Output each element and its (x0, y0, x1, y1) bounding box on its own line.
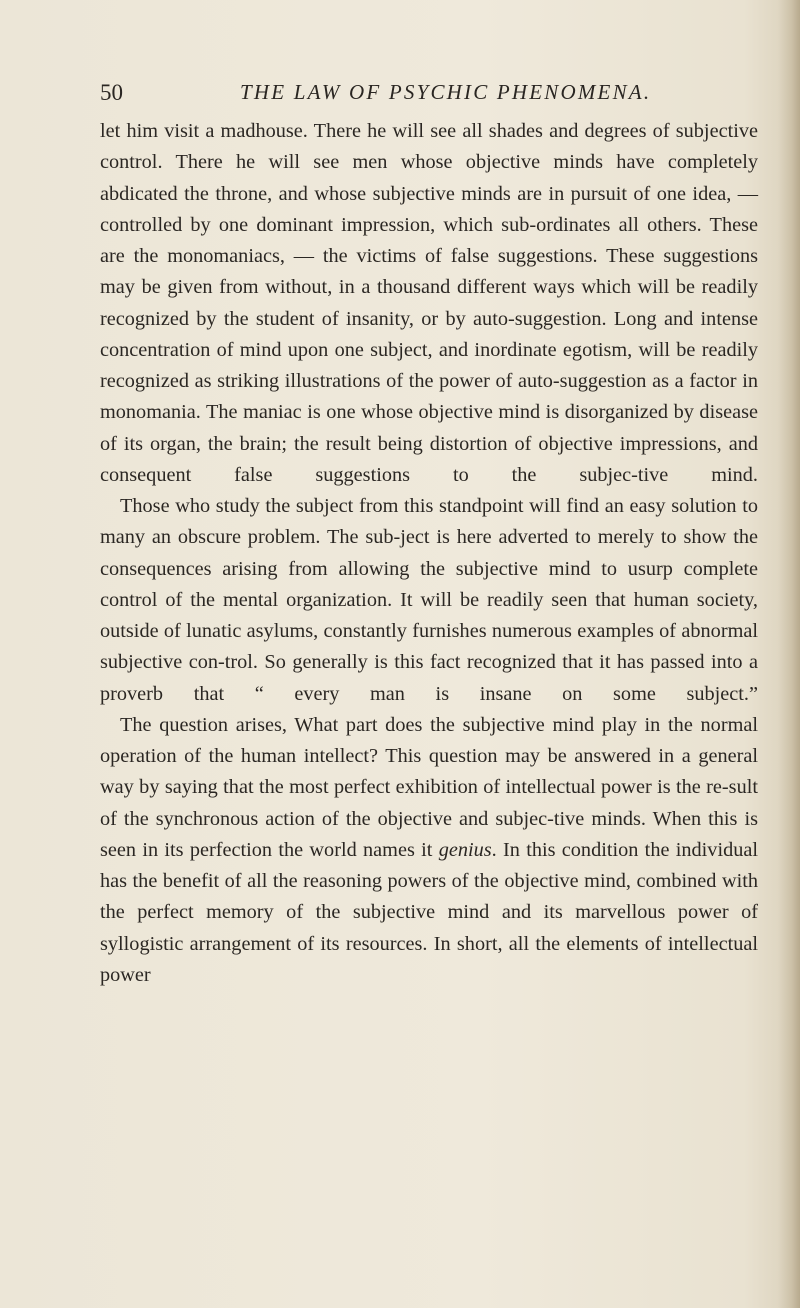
paragraph-3: The question arises, What part does the subjective mind play in the normal operation of the human intellect? This question may be answered in a general way by saying that the most perfect exhibition of intellectual power is the re-sult of the synchronous action of the objective and subjec-tive minds. When this is seen in its perfection the world names it genius. In this condition the individual has the benefit of all the reasoning powers of the objective mind, combined with the perfect memory of the subjective mind and its marvellous power of syllogistic arrangement of its resources. In short, all the elements of intellectual power (100, 713, 758, 986)
page-header (100, 80, 720, 110)
paragraph-2: Those who study the subject from this standpoint will find an easy solution to many an obscure problem. The sub-ject is here adverted to merely to show the consequences arising from allowing the subjective mind to usurp complete control of the mental organization. It will be readily seen that human society, outside of lunatic asylums, constantly furnishes numerous examples of abnormal subjective con-trol. So generally is this fact recognized that it has passed into a proverb that “ every man is insane on some subject.” (100, 495, 758, 705)
running-title: THE LAW OF PSYCHIC PHENOMENA. (240, 80, 652, 104)
page-number: 50 (100, 80, 123, 105)
page-edge-shadow (778, 0, 800, 1308)
emphasis-genius: genius (438, 838, 492, 861)
paragraph-1: let him visit a madhouse. There he will see all shades and degrees of subjective control. There he will see men whose objective minds have completely abdicated the throne, and whose subjective minds are in pursuit of one idea, — controlled by one dominant impression, which sub-ordinates all others. These are the monomaniacs, — the victims of false suggestions. These suggestions may be given from without, in a thousand different ways which will be readily recognized by the student of insanity, or by auto-suggestion. Long and intense concentration of mind upon one subject, and inordinate egotism, will be readily recognized as striking illustrations of the power of auto-suggestion as a factor in monomania. The maniac is one whose objective mind is disorganized by disease of its organ, the brain; the result being distortion of objective impressions, and consequent false suggestions to the subjec-tive mind. (100, 120, 758, 486)
body-text (100, 116, 758, 991)
